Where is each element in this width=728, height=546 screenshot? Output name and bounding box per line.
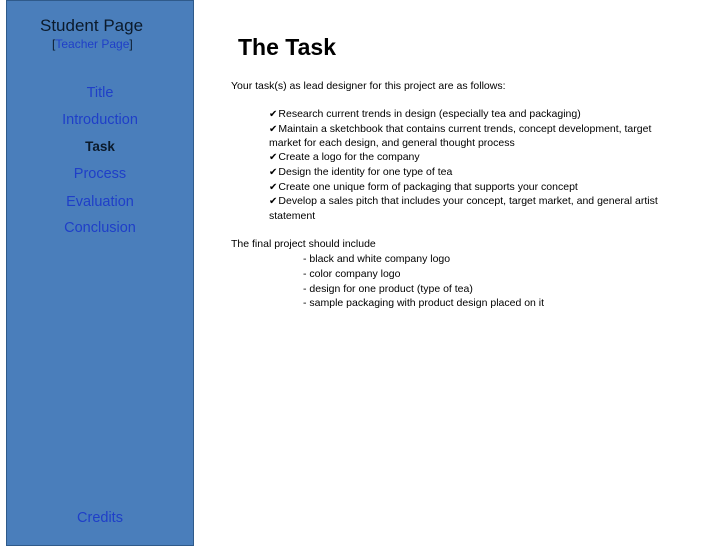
nav-process[interactable]: Process (73, 166, 127, 182)
task-item: ✔Design the identity for one type of tea (269, 166, 453, 178)
check-icon: ✔ (269, 167, 278, 178)
task-item: ✔Develop a sales pitch that includes your concept, target market, and general artist (269, 195, 658, 207)
final-item: - sample packaging with product design placed on it (303, 297, 545, 309)
final-item: - design for one product (type of tea) (303, 283, 473, 295)
nav-credits[interactable]: Credits (77, 510, 123, 526)
teacher-page-link[interactable]: Teacher Page (55, 37, 130, 51)
sidebar-panel (6, 0, 194, 546)
nav-evaluation[interactable]: Evaluation (66, 194, 134, 210)
page-title: The Task (238, 34, 336, 60)
check-icon: ✔ (269, 196, 278, 207)
final-heading: The final project should include (231, 238, 376, 250)
final-item: - color company logo (303, 268, 401, 280)
nav-introduction[interactable]: Introduction (62, 112, 138, 128)
check-icon: ✔ (269, 124, 278, 135)
nav-conclusion[interactable]: Conclusion (64, 220, 136, 236)
task-item: ✔Research current trends in design (especially tea and packaging) (269, 108, 581, 120)
task-item-continuation: statement (269, 210, 316, 222)
check-icon: ✔ (269, 182, 278, 193)
final-item: - black and white company logo (303, 253, 451, 265)
task-item-continuation: market for each design, and general thought process (269, 137, 515, 149)
student-page-title: Student Page (40, 16, 144, 35)
task-item: ✔Create a logo for the company (269, 151, 420, 163)
task-item: ✔Create one unique form of packaging that supports your concept (269, 181, 578, 193)
bracket-open: [ (52, 37, 56, 51)
check-icon: ✔ (269, 109, 278, 120)
nav-task[interactable]: Task (85, 139, 115, 154)
check-icon: ✔ (269, 152, 278, 163)
nav-title[interactable]: Title (86, 85, 114, 101)
bracket-close: ] (129, 37, 133, 51)
task-intro: Your task(s) as lead designer for this project are as follows: (231, 80, 506, 92)
teacher-page-link-wrapper (52, 37, 133, 51)
task-item: ✔Maintain a sketchbook that contains current trends, concept development, target (269, 123, 652, 135)
